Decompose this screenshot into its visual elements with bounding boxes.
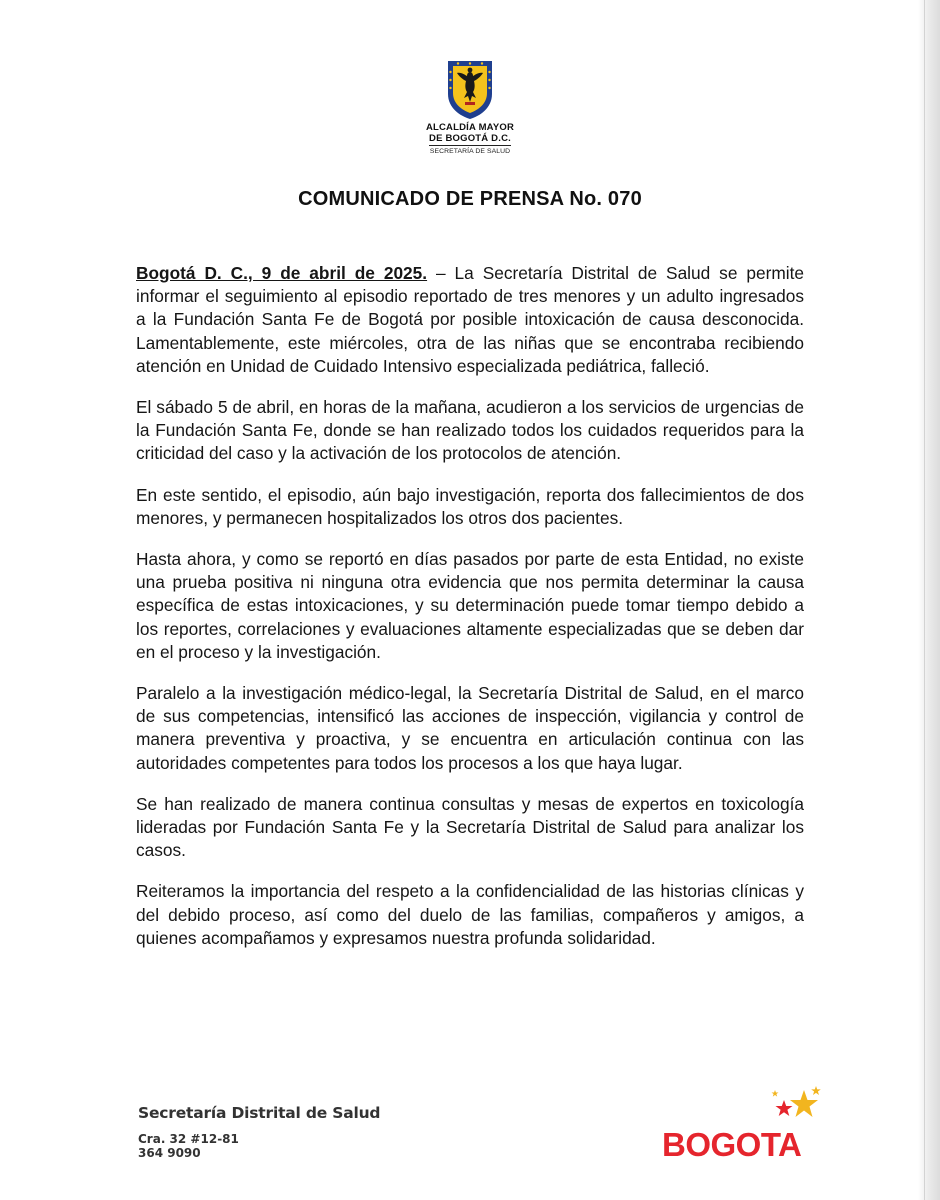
footer-address: Cra. 32 #12-81: [138, 1132, 239, 1146]
bogota-coat-of-arms-icon: [444, 58, 496, 120]
bogota-brand-logo: [662, 1086, 832, 1170]
paragraph-6: Se han realizado de manera continua consultas y mesas de expertos en toxicología lideradas por Fundación Santa Fe y la Secretaría Distrital de Salud para analizar los casos.: [136, 793, 804, 861]
footer-phone: 364 9090: [138, 1146, 201, 1160]
page-edge-shadow: [918, 0, 940, 1200]
paragraph-1-text: – La Secretaría Distrital de Salud se permite informar el seguimiento al episodio reportado de tres menores y un adulto ingresados a la Fundación Santa Fe de Bogotá por posible intoxicación de causa desconocida. Lamentablemente, este miércoles, otra de las niñas que se encontraba recibiendo atención en Unidad de Cuidado Intensivo especializada pediátrica, falleció.: [136, 263, 804, 376]
document-title: COMUNICADO DE PRENSA No. 070: [298, 188, 642, 210]
document-header: [0, 58, 940, 156]
paragraph-2: El sábado 5 de abril, en horas de la mañana, acudieron a los servicios de urgencias de la Fundación Santa Fe, donde se han realizado todos los cuidados requeridos para la criticidad del caso y la activación de los protocolos de atención.: [136, 397, 804, 464]
institution-name-line1: ALCALDÍA MAYOR: [425, 122, 515, 133]
paragraph-4: Hasta ahora, y como se reportó en días pasados por parte de esta Entidad, no existe una prueba positiva ni ninguna otra evidencia que nos permita determinar la causa específica de estas intoxicaciones, y su determinación puede tomar tiempo debido a los reportes, correlaciones y evaluaciones altamente especializadas que se deben dar en el proceso y la investigación.: [136, 549, 804, 662]
footer-organization: Secretaría Distrital de Salud: [138, 1104, 381, 1122]
dateline: Bogotá D. C., 9 de abril de 2025.: [136, 263, 428, 283]
paragraph-7: Reiteramos la importancia del respeto a la confidencialidad de las historias clínicas y del debido proceso, así como del duelo de las familias, compañeros y amigos, a quienes acompañamos y expresamos nuestra profunda solidaridad.: [136, 881, 804, 948]
paragraph-5: Paralelo a la investigación médico-legal, la Secretaría Distrital de Salud, en el marco de sus competencias, intensificó las acciones de inspección, vigilancia y control de manera preventiva y proactiva, y se encuentra en articulación continua con las autoridades competentes para todos los procesos a los que haya lugar.: [136, 683, 804, 773]
institution-subtitle: SECRETARÍA DE SALUD: [429, 148, 511, 155]
institution-name-line2: DE BOGOTÁ D.C.: [429, 133, 511, 144]
paragraph-1: [136, 262, 804, 378]
bogota-wordmark: BOGOTA: [662, 1126, 802, 1163]
footer-contact: [138, 1104, 380, 1160]
institution-divider: [429, 145, 511, 146]
document-body: [136, 262, 804, 968]
paragraph-3: En este sentido, el episodio, aún bajo investigación, reporta dos fallecimientos de dos menores, y permanecen hospitalizados los otros dos pacientes.: [136, 484, 804, 528]
